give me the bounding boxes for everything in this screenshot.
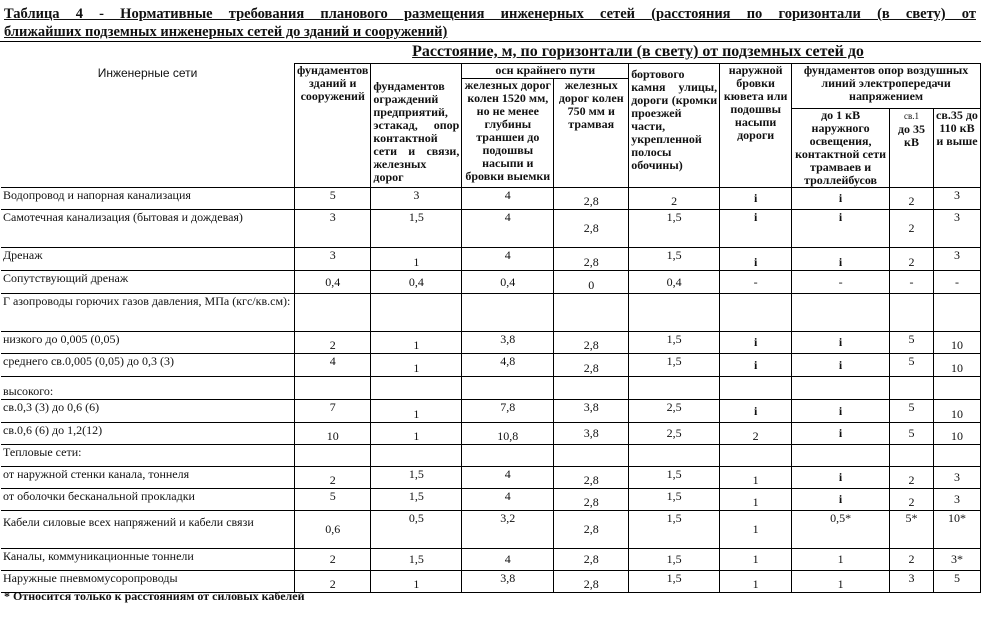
column-header-over-1kv: [890, 109, 934, 188]
cell-value: 3*: [933, 549, 980, 571]
table-row: [1, 445, 981, 467]
cell-value: 5: [890, 332, 934, 354]
cell-value: i: [792, 489, 890, 511]
cell-value: 2: [890, 489, 934, 511]
cell-value: i: [792, 248, 890, 271]
row-label: Каналы, коммуникационные тоннели: [1, 549, 295, 571]
cell-value: 0,4: [629, 271, 720, 294]
cell-value: 1,5: [371, 549, 462, 571]
table-row: [1, 377, 981, 400]
cell-value: 1: [720, 489, 792, 511]
cell-value: 5*: [890, 511, 934, 549]
cell-value: 1,5: [629, 571, 720, 593]
table-row: [1, 400, 981, 423]
cell-value: 7: [295, 400, 371, 423]
cell-value: 4: [462, 188, 554, 210]
cell-value: i: [792, 188, 890, 210]
cell-value: 4: [462, 467, 554, 489]
table-row: [1, 248, 981, 271]
cell-value: 2: [890, 188, 934, 210]
row-label: Дренаж: [1, 248, 295, 271]
cell-value: 7,8: [462, 400, 554, 423]
table-row: [1, 467, 981, 489]
cell-value: 5: [933, 571, 980, 593]
cell-value: 3: [933, 489, 980, 511]
cell-value: 2: [890, 467, 934, 489]
cell-value: i: [720, 188, 792, 210]
cell-value: 1: [371, 423, 462, 445]
cell-value: 0,4: [462, 271, 554, 294]
cell-value: 2,8: [554, 549, 629, 571]
column-header-curb: бортового камня улицы, дороги (кромки проезжей части, укрепленной полосы обочины): [629, 64, 720, 188]
cell-value: i: [720, 210, 792, 248]
column-header-pole-foundations: фундаментов опор воздушных линий электропередачи напряжением: [792, 64, 981, 109]
table-row: [1, 188, 981, 210]
cell-value: 4: [462, 210, 554, 248]
cell-value: 2,8: [554, 354, 629, 377]
column-header-foundations: фундаментов зданий и сооружений: [295, 64, 371, 188]
cell-value: 0,6: [295, 511, 371, 549]
cell-value: 3,8: [462, 571, 554, 593]
cell-value: 2: [629, 188, 720, 210]
cell-value: 2,8: [554, 467, 629, 489]
column-header-networks: Инженерные сети: [1, 64, 295, 188]
table-row: [1, 489, 981, 511]
cell-value: 4: [462, 489, 554, 511]
cell-value: 2,8: [554, 511, 629, 549]
table-title-line-2: ближайших подземных инженерных сетей до зданий и сооружений): [4, 24, 448, 40]
row-label: Кабели силовые всех напряжений и кабели связи: [1, 511, 295, 549]
table-row: [1, 423, 981, 445]
column-header-rail-750: железных дорог колен 750 мм и трамвая: [554, 79, 629, 188]
row-label: Самотечная канализация (бытовая и дождевая): [1, 210, 295, 248]
column-header-ditch: наружной бровки кювета или подошвы насыпи дороги: [720, 64, 792, 188]
cell-value: 4: [462, 549, 554, 571]
cell-value: 3,2: [462, 511, 554, 549]
cell-value: 1,5: [629, 332, 720, 354]
table-title: [4, 5, 976, 41]
cell-value: 3: [371, 188, 462, 210]
cell-value: 1,5: [629, 489, 720, 511]
row-label: от оболочки бесканальной прокладки: [1, 489, 295, 511]
cell-value: 0: [554, 271, 629, 294]
cell-value: i: [792, 210, 890, 248]
cell-value: 0,4: [295, 271, 371, 294]
row-label: св.0,3 (3) до 0,6 (6): [1, 400, 295, 423]
cell-value: -: [933, 271, 980, 294]
cell-value: 4,8: [462, 354, 554, 377]
cell-value: 2,5: [629, 400, 720, 423]
row-label: от наружной стенки канала, тоннеля: [1, 467, 295, 489]
cell-value: 1,5: [629, 248, 720, 271]
cell-value: 0,5*: [792, 511, 890, 549]
row-label: Водопровод и напорная канализация: [1, 188, 295, 210]
cell-value: 2,8: [554, 248, 629, 271]
column-header-rail-1520: железных дорог колен 1520 мм, но не менее глубины траншеи до подошвы насыпи и бровки выемки: [462, 79, 554, 188]
cell-value: 1: [371, 571, 462, 593]
footnote: * Относится только к расстояниям от силовых кабелей: [4, 589, 305, 603]
cell-value: 10: [933, 423, 980, 445]
cell-value: -: [890, 271, 934, 294]
row-label: Г азопроводы горючих газов давления, МПа (кгс/кв.см):: [1, 294, 295, 332]
column-header-over-1kv-rest: до 35 кВ: [897, 122, 926, 149]
cell-value: 1: [792, 571, 890, 593]
cell-value: 2,8: [554, 188, 629, 210]
cell-value: 10: [295, 423, 371, 445]
table-row: [1, 294, 981, 332]
cell-value: 3: [933, 188, 980, 210]
cell-value: 3: [295, 210, 371, 248]
cell-value: -: [792, 271, 890, 294]
column-header-over-1kv-label: св.1: [904, 111, 919, 121]
cell-value: 10: [933, 354, 980, 377]
cell-value: 10,8: [462, 423, 554, 445]
cell-value: 2: [890, 210, 934, 248]
column-header-track-axis: осн крайнего пути: [462, 64, 629, 79]
cell-value: 2,8: [554, 489, 629, 511]
row-label: Сопутствующий дренаж: [1, 271, 295, 294]
cell-value: 1,5: [371, 489, 462, 511]
cell-value: 3: [295, 248, 371, 271]
cell-value: 3: [933, 210, 980, 248]
row-label: низкого до 0,005 (0,05): [1, 332, 295, 354]
row-label: среднего св.0,005 (0,05) до 0,3 (3): [1, 354, 295, 377]
cell-value: 1,5: [629, 354, 720, 377]
requirements-table: [1, 63, 981, 593]
cell-value: 3,8: [554, 400, 629, 423]
cell-value: 3,8: [554, 423, 629, 445]
cell-value: i: [720, 332, 792, 354]
cell-value: 2: [295, 467, 371, 489]
cell-value: 0,4: [371, 271, 462, 294]
cell-value: 2,5: [629, 423, 720, 445]
cell-value: 2,8: [554, 210, 629, 248]
table-row: [1, 511, 981, 549]
cell-value: 1,5: [371, 467, 462, 489]
cell-value: 1: [720, 467, 792, 489]
cell-value: i: [792, 400, 890, 423]
cell-value: 2: [890, 549, 934, 571]
table-row: [1, 271, 981, 294]
table-title-line-1: Таблица 4 - Нормативные требования планового размещения инженерных сетей (расстояния по горизонтали (в свету) от: [4, 6, 976, 22]
cell-value: 10: [933, 332, 980, 354]
cell-value: i: [792, 423, 890, 445]
cell-value: 3,8: [462, 332, 554, 354]
cell-value: i: [720, 354, 792, 377]
cell-value: 4: [295, 354, 371, 377]
cell-value: 3: [933, 248, 980, 271]
cell-value: 2: [295, 571, 371, 593]
cell-value: i: [792, 467, 890, 489]
cell-value: i: [792, 332, 890, 354]
cell-value: -: [720, 271, 792, 294]
cell-value: 2,8: [554, 571, 629, 593]
cell-value: 10*: [933, 511, 980, 549]
cell-value: 4: [462, 248, 554, 271]
cell-value: 5: [890, 423, 934, 445]
cell-value: 0,5: [371, 511, 462, 549]
cell-value: 1: [720, 571, 792, 593]
row-label: Тепловые сети:: [1, 445, 295, 467]
row-label: Наружные пневмомусоропроводы: [1, 571, 295, 593]
cell-value: 10: [933, 400, 980, 423]
column-header-up-to-1kv: до 1 кВ наружного освещения, контактной сети трамваев и троллейбусов: [792, 109, 890, 188]
cell-value: 2: [295, 549, 371, 571]
cell-value: 2: [295, 332, 371, 354]
row-label: св.0,6 (6) до 1,2(12): [1, 423, 295, 445]
cell-value: 1,5: [629, 467, 720, 489]
cell-value: 2,8: [554, 332, 629, 354]
cell-value: 5: [890, 354, 934, 377]
cell-value: 1: [371, 400, 462, 423]
cell-value: 5: [890, 400, 934, 423]
table-row: [1, 549, 981, 571]
cell-value: 1,5: [371, 210, 462, 248]
cell-value: 1: [371, 248, 462, 271]
cell-value: 5: [295, 489, 371, 511]
table-row: [1, 210, 981, 248]
column-header-over-35kv: св.35 до 110 кВ и выше: [933, 109, 980, 188]
cell-value: 3: [890, 571, 934, 593]
cell-value: i: [792, 354, 890, 377]
cell-value: i: [720, 400, 792, 423]
cell-value: i: [720, 248, 792, 271]
cell-value: 5: [295, 188, 371, 210]
cell-value: 2: [720, 423, 792, 445]
header-row-1: [1, 64, 981, 79]
cell-value: 1: [371, 332, 462, 354]
cell-value: 3: [933, 467, 980, 489]
cell-value: 1,5: [629, 549, 720, 571]
cell-value: 2: [890, 248, 934, 271]
distance-header: Расстояние, м, по горизонтали (в свету) от подземных сетей до: [412, 43, 864, 60]
column-header-fences: фундаментов ограждений предприятий, эстакад, опор контактной сети и связи, железных дорог: [371, 64, 462, 188]
cell-value: 1: [720, 549, 792, 571]
cell-value: 1: [792, 549, 890, 571]
cell-value: 1: [720, 511, 792, 549]
table-row: [1, 332, 981, 354]
table-row: [1, 354, 981, 377]
cell-value: 1: [371, 354, 462, 377]
row-label: высокого:: [1, 377, 295, 400]
cell-value: 1,5: [629, 210, 720, 248]
cell-value: 1,5: [629, 511, 720, 549]
